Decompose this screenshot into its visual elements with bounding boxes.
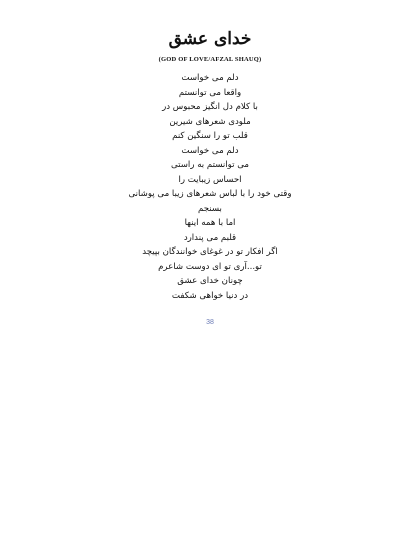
poem-line: ملودی شعرهای شیرین — [169, 116, 251, 127]
poem-line: تو...آری تو ای دوست شاعرم — [158, 261, 262, 272]
poem-line: اگر افکار تو در غوغای خوانندگان بپیچد — [142, 247, 278, 257]
poem-line: واقعا می توانستم — [178, 87, 242, 98]
poem-line: وقتی خود را با لباس شعرهای زیبا می پوشانی — [128, 189, 292, 199]
poem-subtitle: (GOD OF LOVE/AFZAL SHAUQ) — [158, 56, 262, 63]
poem-line: قلبم می پندارد — [183, 232, 237, 243]
poem-body — [0, 71, 420, 303]
poem-line: دلم می خواست — [181, 145, 239, 156]
poem-line: با کلام دل انگیز محبوس در — [162, 102, 258, 112]
poem-line: دلم می خواست — [181, 73, 239, 83]
poem-line: می توانستم به راستی — [170, 160, 250, 170]
poem-line: احساس زیبایت را — [178, 174, 242, 185]
poem-line: بسنجم — [198, 203, 222, 214]
poem-line: اما با همه اینها — [184, 218, 236, 228]
poem-title: خدای عشق — [168, 29, 252, 49]
page-number: 38 — [206, 319, 214, 326]
poem-line: قلب تو را سنگین کنم — [172, 131, 248, 141]
poem-line: در دنیا خواهی شکفت — [171, 290, 249, 301]
poem-line: چونان خدای عشق — [177, 276, 243, 286]
